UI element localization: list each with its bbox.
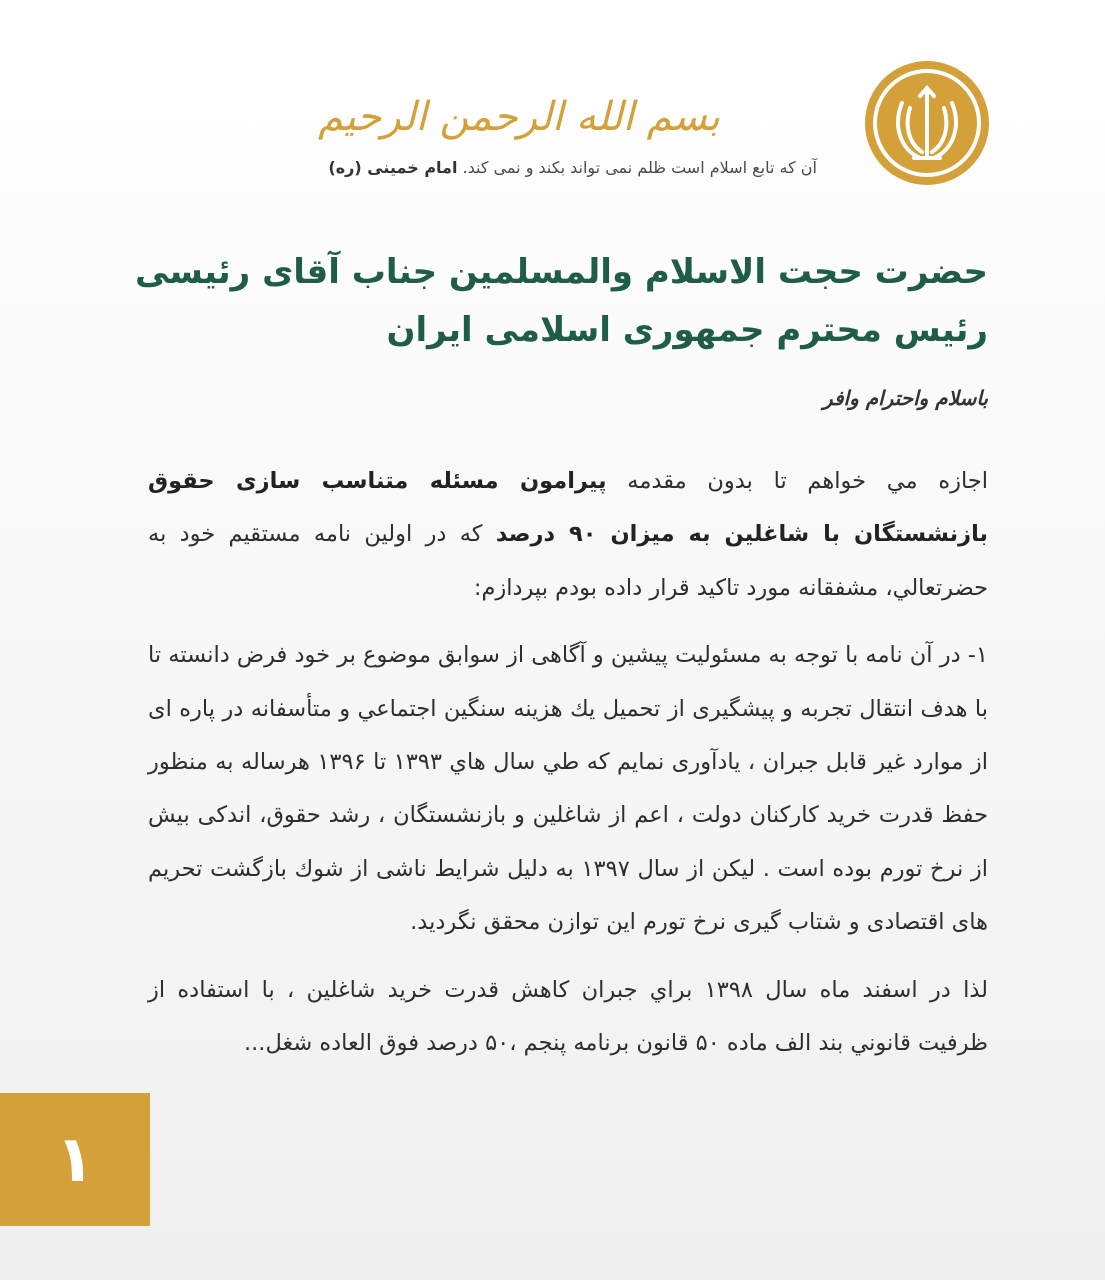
- paragraph-1-bold: پیرامون مسئله متناسب سازی حقوق بازنشستگان با شاغلین به میزان ۹۰ درصد: [148, 468, 988, 548]
- paragraph-3: لذا در اسفند ماه سال ۱۳۹۸ براي جبران كاهش قدرت خريد شاغلين ، با استفاده از ظرفيت قانوني بند الف ماده ۵۰ قانون برنامه پنجم ،۵۰ درصد فوق العاده شغل...: [148, 976, 988, 1057]
- page-number-box: [0, 1093, 150, 1226]
- letter-body: [148, 455, 988, 1084]
- paragraph-1: [148, 455, 988, 615]
- iran-emblem-icon: [862, 58, 992, 188]
- paragraph-2: ۱- در آن نامه با توجه به مسئولیت پیشین و آگاهی از سوابق موضوع بر خود فرض دانسته تا با هدف انتقال تجربه و پیشگیری از تحمیل يك هزينه سنگين اجتماعي و متأسفانه در پاره ای از موارد غير قابل جبران ، يادآوری نمایم که طي سال هاي ۱۳۹۳ تا ۱۳۹۶ هرساله به منظور حفظ قدرت خريد کارکنان دولت ، اعم از شاغلين و بازنشستگان ، رشد حقوق، اندکی بیش از نرخ تورم بوده است . ليكن از سال ۱۳۹۷ به دليل شرايط ناشی از شوك بازگشت تحريم های اقتصادی و شتاب گيری نرخ تورم اين توازن محقق نگرديد.: [148, 642, 989, 936]
- bismillah: بسم الله الرحمن الرحیم: [317, 94, 720, 140]
- quote-author: امام خمینی (ره): [328, 158, 458, 177]
- khomeini-quote: [328, 158, 817, 177]
- address-line-1: حضرت حجت الاسلام والمسلمین جناب آقای رئیسی: [135, 252, 988, 292]
- quote-text: آن که تابع اسلام است ظلم نمی تواند بکند و نمی کند.: [462, 158, 817, 177]
- salutation: باسلام واحترام وافر: [822, 386, 988, 410]
- page-number: ۱: [55, 1122, 95, 1197]
- paragraph-1-part-2: که در اولین نامه مستقیم خود به حضرتعالي، مشفقانه مورد تاکید قرار داده بودم بپردازم:: [148, 521, 988, 601]
- paragraph-1-part-1: اجازه مي خواهم تا بدون مقدمه: [606, 468, 988, 494]
- address-line-2: رئیس محترم جمهوری اسلامی ایران: [386, 310, 988, 350]
